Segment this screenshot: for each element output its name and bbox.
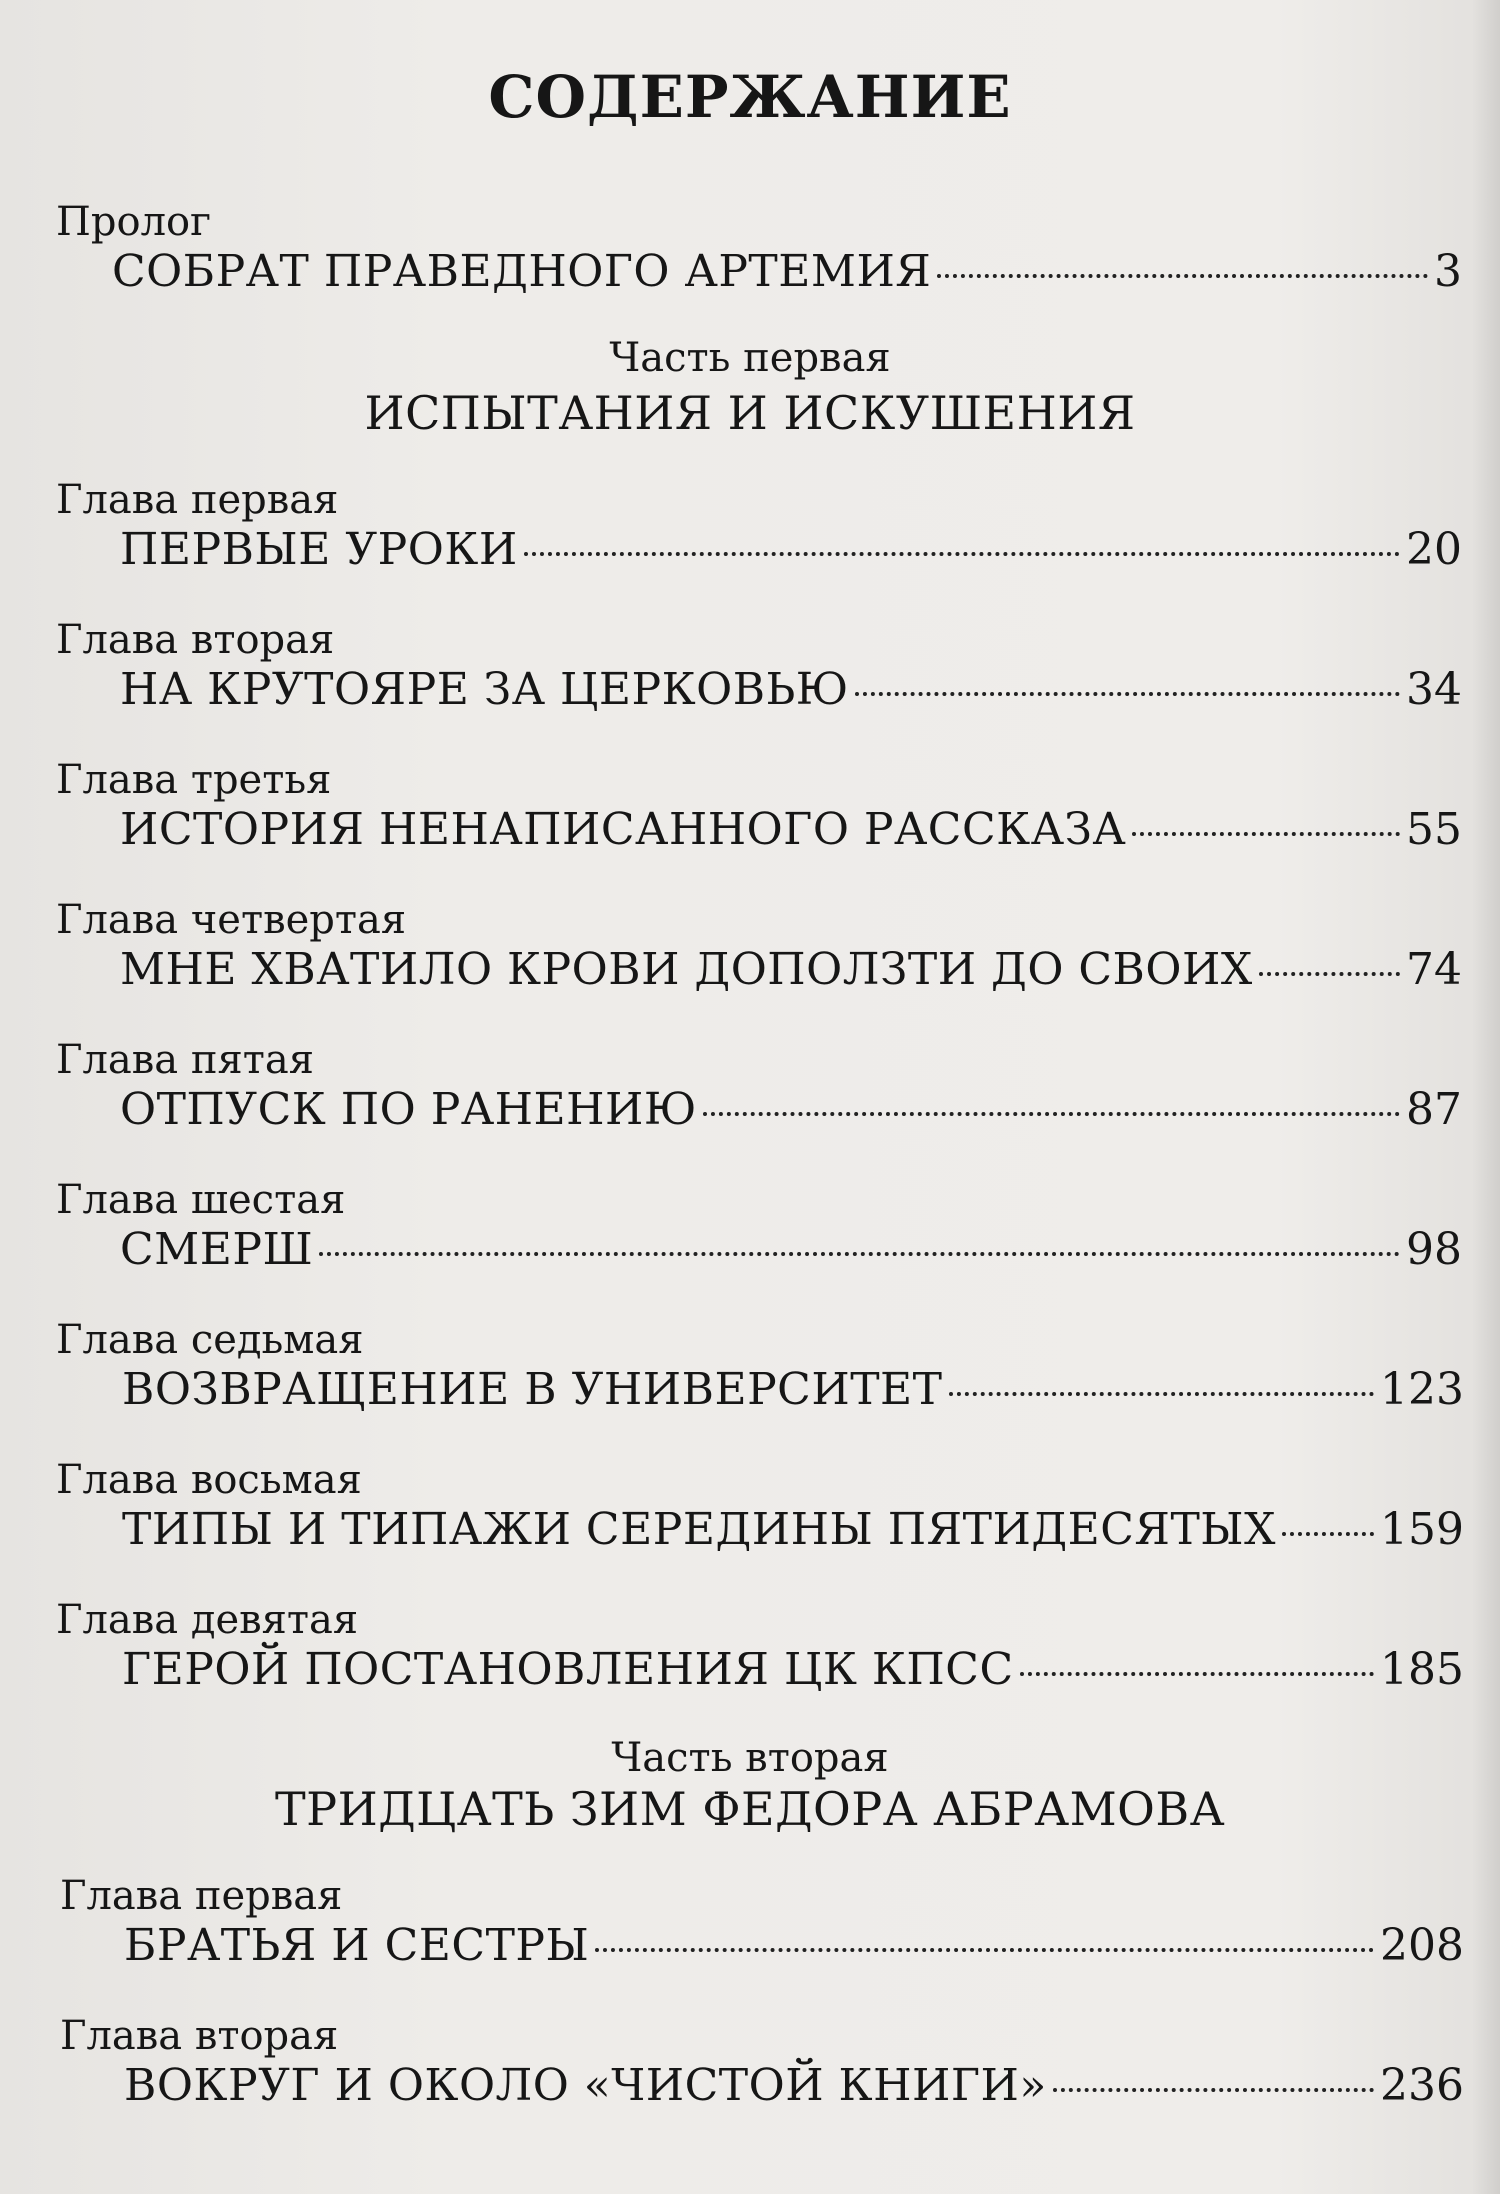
entry-title: МНЕ ХВАТИЛО КРОВИ ДОПОЛЗТИ ДО СВОИХ bbox=[120, 944, 1253, 995]
dot-leader bbox=[524, 552, 1400, 556]
chapter-label: Глава девятая bbox=[56, 1597, 359, 1643]
entry-page-number: 123 bbox=[1380, 1364, 1464, 1415]
toc-entry[interactable] bbox=[120, 1084, 1462, 1135]
entry-page-number: 74 bbox=[1406, 944, 1462, 995]
chapter-label: Глава первая bbox=[56, 477, 339, 523]
dot-leader bbox=[949, 1392, 1374, 1396]
entry-page-number: 20 bbox=[1406, 524, 1462, 575]
chapter-label: Глава седьмая bbox=[56, 1317, 364, 1363]
toc-entry[interactable] bbox=[124, 2060, 1464, 2111]
part-label: Часть вторая bbox=[611, 1735, 889, 1781]
entry-title: ГЕРОЙ ПОСТАНОВЛЕНИЯ ЦК КПСС bbox=[122, 1644, 1014, 1695]
entry-title: СМЕРШ bbox=[120, 1224, 314, 1275]
toc-entry[interactable] bbox=[122, 1364, 1464, 1415]
entry-title: СОБРАТ ПРАВЕДНОГО АРТЕМИЯ bbox=[112, 246, 932, 297]
dot-leader bbox=[1132, 832, 1400, 836]
entry-title: ТИПЫ И ТИПАЖИ СЕРЕДИНЫ ПЯТИДЕСЯТЫХ bbox=[122, 1504, 1276, 1555]
chapter-label: Глава третья bbox=[56, 757, 332, 803]
chapter-label: Глава вторая bbox=[60, 2013, 339, 2059]
toc-entry[interactable] bbox=[122, 1644, 1464, 1695]
chapter-label: Глава четвертая bbox=[56, 897, 407, 943]
entry-title: НА КРУТОЯРЕ ЗА ЦЕРКОВЬЮ bbox=[120, 664, 849, 715]
dot-leader bbox=[1020, 1672, 1374, 1676]
page-edge-shadow bbox=[1472, 0, 1500, 2194]
toc-entry-prologue[interactable] bbox=[112, 246, 1462, 297]
dot-leader bbox=[703, 1112, 1400, 1116]
toc-entry[interactable] bbox=[120, 804, 1462, 855]
entry-page-number: 236 bbox=[1380, 2060, 1464, 2111]
dot-leader bbox=[319, 1252, 1400, 1256]
entry-page-number: 3 bbox=[1434, 246, 1462, 297]
chapter-label: Глава вторая bbox=[56, 617, 335, 663]
entry-page-number: 185 bbox=[1380, 1644, 1464, 1695]
entry-title: БРАТЬЯ И СЕСТРЫ bbox=[124, 1920, 590, 1971]
entry-title: ВОЗВРАЩЕНИЕ В УНИВЕРСИТЕТ bbox=[122, 1364, 943, 1415]
dot-leader bbox=[855, 692, 1400, 696]
toc-entry[interactable] bbox=[122, 1504, 1464, 1555]
dot-leader bbox=[1259, 972, 1400, 976]
entry-page-number: 55 bbox=[1406, 804, 1462, 855]
entry-title: ПЕРВЫЕ УРОКИ bbox=[120, 524, 518, 575]
toc-entry[interactable] bbox=[120, 944, 1462, 995]
chapter-label: Глава шестая bbox=[56, 1177, 346, 1223]
entry-page-number: 87 bbox=[1406, 1084, 1462, 1135]
entry-title: ОТПУСК ПО РАНЕНИЮ bbox=[120, 1084, 697, 1135]
chapter-label: Глава пятая bbox=[56, 1037, 314, 1083]
entry-page-number: 98 bbox=[1406, 1224, 1462, 1275]
part-title: ТРИДЦАТЬ ЗИМ ФЕДОРА АБРАМОВА bbox=[274, 1782, 1226, 1836]
toc-entry[interactable] bbox=[120, 1224, 1462, 1275]
chapter-label: Глава первая bbox=[60, 1873, 343, 1919]
toc-entry[interactable] bbox=[120, 664, 1462, 715]
entry-title: ИСТОРИЯ НЕНАПИСАННОГО РАССКАЗА bbox=[120, 804, 1127, 855]
toc-entry[interactable] bbox=[124, 1920, 1464, 1971]
part-title: ИСПЫТАНИЯ И ИСКУШЕНИЯ bbox=[364, 386, 1136, 440]
chapter-label: Глава восьмая bbox=[56, 1457, 362, 1503]
entry-title: ВОКРУГ И ОКОЛО «ЧИСТОЙ КНИГИ» bbox=[124, 2060, 1047, 2111]
page-title: СОДЕРЖАНИЕ bbox=[488, 63, 1012, 131]
entry-page-number: 159 bbox=[1380, 1504, 1464, 1555]
toc-entry[interactable] bbox=[120, 524, 1462, 575]
part-label: Часть первая bbox=[609, 335, 891, 381]
entry-page-number: 34 bbox=[1406, 664, 1462, 715]
entry-page-number: 208 bbox=[1380, 1920, 1464, 1971]
dot-leader bbox=[937, 274, 1428, 278]
dot-leader bbox=[595, 1948, 1374, 1952]
dot-leader bbox=[1053, 2088, 1374, 2092]
dot-leader bbox=[1282, 1532, 1374, 1536]
prologue-label: Пролог bbox=[56, 199, 212, 245]
